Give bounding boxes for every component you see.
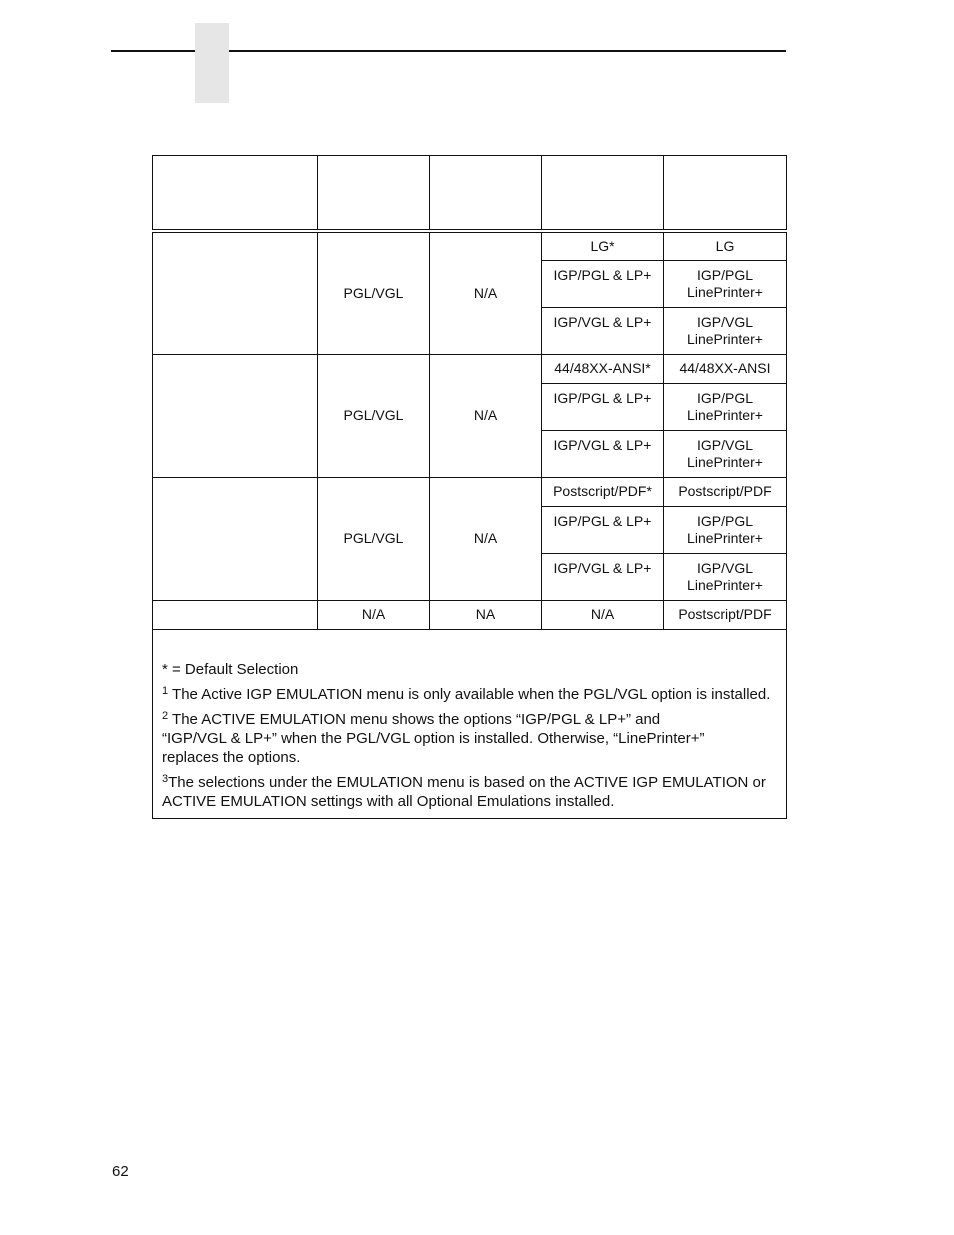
option-cell: PGL/VGL [318,354,430,477]
note-1 [162,685,777,704]
group-label-cell [153,354,318,477]
note-1-text: The Active IGP EMULATION menu is only available when the PGL/VGL option is installed. [172,685,771,703]
header-cell [664,156,787,232]
active-emulation-cell: Postscript/PDF* [542,477,664,506]
emulation-cell [664,260,787,307]
table-row [153,600,787,629]
active-emulation-cell: N/A [542,600,664,629]
emulation-line: IGP/VGL [696,436,754,453]
option-cell: N/A [430,477,542,600]
emulation-line: LinePrinter+ [687,330,763,347]
emulation-line: LinePrinter+ [687,283,763,300]
emulation-table [152,155,787,819]
note-2-mark: 2 [162,709,169,722]
emulation-line: LG [715,237,735,254]
option-cell: PGL/VGL [318,477,430,600]
group-label-cell [153,477,318,600]
active-emulation-cell: 44/48XX-ANSI* [542,354,664,383]
note-3-text: The selections under the EMULATION menu is based on the ACTIVE IGP EMULATION or ACTIVE EMULATION settings with all Optional Emulations installed. [162,773,766,810]
group-label-cell [153,231,318,354]
active-emulation-cell: IGP/PGL & LP+ [542,260,664,307]
emulation-line: IGP/VGL [696,559,754,576]
header-cell [430,156,542,232]
note-3-mark: 3 [162,772,169,785]
table-row [153,477,787,506]
notes-cell [153,629,787,818]
active-emulation-cell: IGP/PGL & LP+ [542,383,664,430]
note-3 [162,773,777,811]
option-cell: N/A [318,600,430,629]
emulation-cell [664,231,787,260]
option-cell: N/A [430,354,542,477]
emulation-line: LinePrinter+ [687,406,763,423]
emulation-line: 44/48XX-ANSI [679,360,771,376]
page-number: 62 [112,1163,129,1180]
active-emulation-cell: IGP/PGL & LP+ [542,506,664,553]
emulation-cell [664,477,787,506]
table-row [153,354,787,383]
note-2-line: “IGP/VGL & LP+” when the PGL/VGL option is installed. Otherwise, “LinePrinter+” [162,729,705,747]
note-default: * = Default Selection [162,660,299,678]
notes-row [153,629,787,818]
emulation-line: LinePrinter+ [687,576,763,593]
note-2-line: replaces the options. [162,748,301,766]
header-cell [542,156,664,232]
option-cell: N/A [430,231,542,354]
emulation-cell [664,307,787,354]
emulation-cell [664,354,787,383]
emulation-cell [664,506,787,553]
emulation-cell [664,430,787,477]
note-1-mark: 1 [162,684,169,697]
emulation-line: LinePrinter+ [687,529,763,546]
emulation-cell [664,383,787,430]
emulation-cell: Postscript/PDF [664,600,787,629]
option-cell: NA [430,600,542,629]
emulation-line: IGP/VGL [696,313,754,330]
table-header-row [153,156,787,232]
note-2-line: The ACTIVE EMULATION menu shows the options “IGP/PGL & LP+” and [172,710,661,728]
active-emulation-cell: IGP/VGL & LP+ [542,430,664,477]
emulation-line: IGP/PGL [696,266,754,283]
option-cell: PGL/VGL [318,231,430,354]
active-emulation-cell: IGP/VGL & LP+ [542,553,664,600]
active-emulation-cell: LG* [542,231,664,260]
header-cell [318,156,430,232]
table-row [153,231,787,260]
active-emulation-cell: IGP/VGL & LP+ [542,307,664,354]
emulation-line: IGP/PGL [696,512,754,529]
emulation-cell [664,553,787,600]
emulation-line: LinePrinter+ [687,453,763,470]
emulation-line: Postscript/PDF [678,483,772,499]
group-label-cell [153,600,318,629]
emulation-line: IGP/PGL [696,389,754,406]
header-cell [153,156,318,232]
chapter-tab [195,23,229,103]
note-2 [162,710,777,767]
